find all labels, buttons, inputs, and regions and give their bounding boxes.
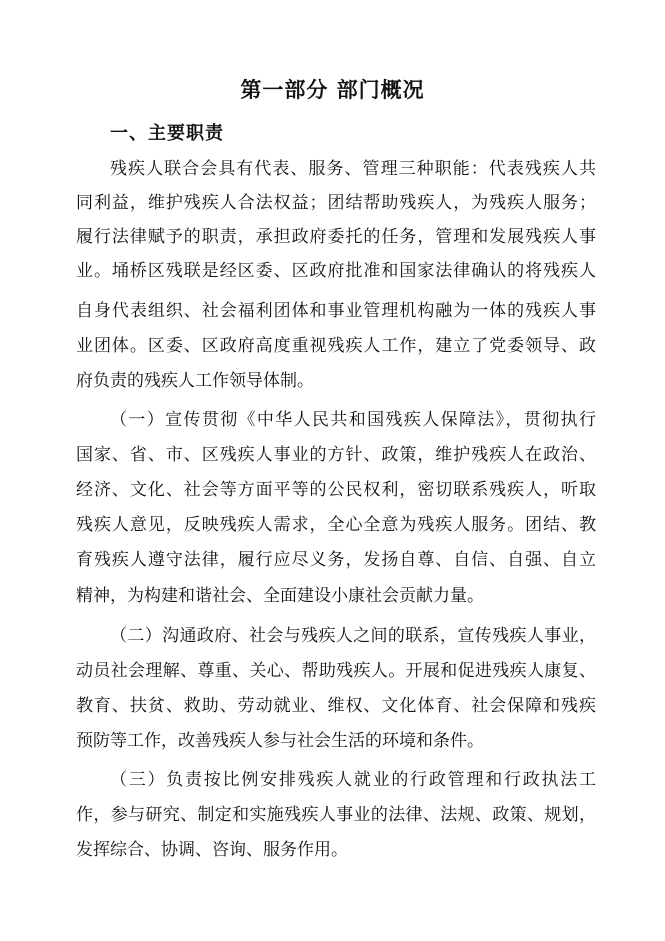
paragraph-2-line-4: 残疾人意见，反映残疾人需求，全心全意为残疾人服务。团结、教 [76,515,596,535]
paragraph-2-line-3: 经济、文化、社会等方面平等的公民权利，密切联系残疾人，听取 [76,480,596,500]
paragraph-1-line-2: 同利益，维护残疾人合法权益；团结帮助残疾人，为残疾人服务； [76,193,596,213]
paragraph-1-line-5: 自身代表组织、社会福利团体和事业管理机构融为一体的残疾人事 [76,301,596,321]
paragraph-4-line-2: 作，参与研究、制定和实施残疾人事业的法律、法规、政策、规划， [76,805,596,825]
paragraph-1-line-4: 业。埇桥区残联是经区委、区政府批准和国家法律确认的将残疾人 [76,261,596,281]
paragraph-3-line-1: （二）沟通政府、社会与残疾人之间的联系，宣传残疾人事业， [110,626,596,646]
paragraph-2-line-6: 精神，为构建和谐社会、全面建设小康社会贡献力量。 [76,586,484,606]
paragraph-4-line-3: 发挥综合、协调、咨询、服务作用。 [76,840,348,860]
paragraph-1-line-1: 残疾人联合会具有代表、服务、管理三种职能：代表残疾人共 [110,159,596,179]
paragraph-3-line-3: 教育、扶贫、救助、劳动就业、维权、文化体育、社会保障和残疾 [76,696,596,716]
paragraph-3-line-4: 预防等工作，改善残疾人参与社会生活的环境和条件。 [76,731,484,751]
page-title: 第一部分 部门概况 [240,78,425,102]
paragraph-4-line-1: （三）负责按比例安排残疾人就业的行政管理和行政执法工 [110,770,596,790]
paragraph-1-line-3: 履行法律赋予的职责，承担政府委托的任务，管理和发展残疾人事 [76,227,596,247]
paragraph-2-line-2: 国家、省、市、区残疾人事业的方针、政策，维护残疾人在政治、 [76,445,596,465]
section-heading: 一、主要职责 [110,123,224,144]
paragraph-1-line-6: 业团体。区委、区政府高度重视残疾人工作，建立了党委领导、政 [76,336,596,356]
paragraph-3-line-2: 动员社会理解、尊重、关心、帮助残疾人。开展和促进残疾人康复、 [76,661,596,681]
paragraph-2-line-5: 育残疾人遵守法律，履行应尽义务，发扬自尊、自信、自强、自立 [76,550,596,570]
paragraph-1-line-7: 府负责的残疾人工作领导体制。 [76,371,314,391]
paragraph-2-line-1: （一）宣传贯彻《中华人民共和国残疾人保障法》，贯彻执行 [110,410,596,430]
